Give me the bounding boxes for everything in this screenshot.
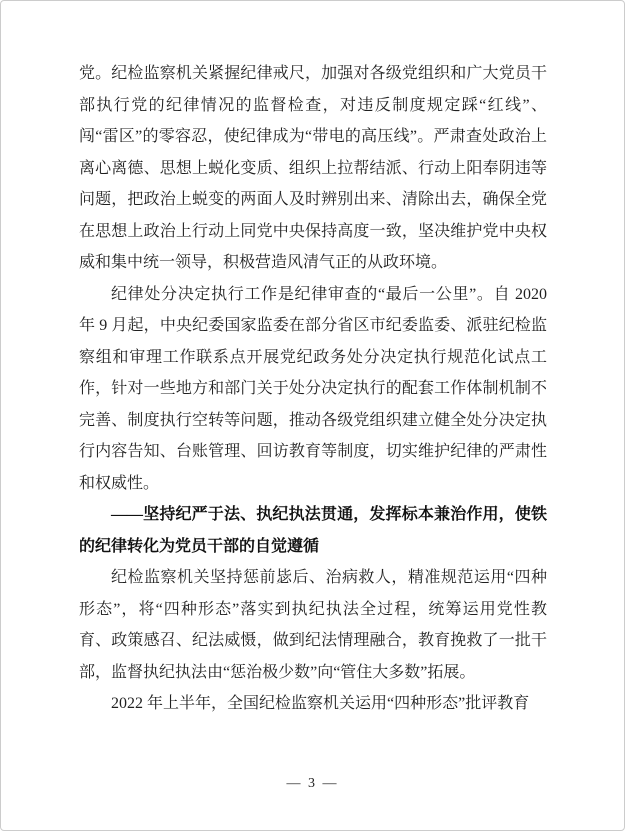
- page-number: — 3 —: [286, 776, 339, 791]
- page-footer: [1, 774, 624, 794]
- section-heading: ——坚持纪严于法、执纪执法贯通，发挥标本兼治作用，使铁的纪律转化为党员干部的自觉遵循: [79, 506, 547, 555]
- paragraph-continuation: 党。纪检监察机关紧握纪律戒尺，加强对各级党组织和广大党员干部执行党的纪律情况的监督检查，对违反制度规定踩“红线”、闯“雷区”的零容忍，使纪律成为“带电的高压线”。严肃查处政治上离心离德、思想上蜕化变质、组织上拉帮结派、行动上阳奉阴违等问题，把政治上蜕变的两面人及时辨别出来、清除出去，确保全党在思想上政治上行动上同党中央保持高度一致，坚决维护党中央权威和集中统一领导，积极营造风清气正的从政环境。: [79, 65, 547, 271]
- paragraph-discipline-enforcement: 纪律处分决定执行工作是纪律审查的“最后一公里”。自 2020 年 9 月起，中央纪委国家监委在部分省区市纪委监委、派驻纪检监察组和审理工作联系点开展党纪政务处分决定执行规范化试点工作，针对一些地方和部门关于处分决定执行的配套工作体制机制不完善、制度执行空转等问题，推动各级党组织建立健全处分决定执行内容告知、台账管理、回访教育等制度，切实维护纪律的严肃性和权威性。: [79, 285, 547, 492]
- paragraph-2022-statistics: 2022 年上半年，全国纪检监察机关运用“四种形态”批评教育: [111, 695, 530, 712]
- page-body: [79, 58, 547, 720]
- paragraph-four-forms: 纪检监察机关坚持惩前毖后、治病救人，精准规范运用“四种形态”，将“四种形态”落实到执纪执法全过程，统筹运用党性教育、政策感召、纪法威慑，做到纪法情理融合，教育挽救了一批干部，监督执纪执法由“惩治极少数”向“管住大多数”拓展。: [79, 569, 547, 681]
